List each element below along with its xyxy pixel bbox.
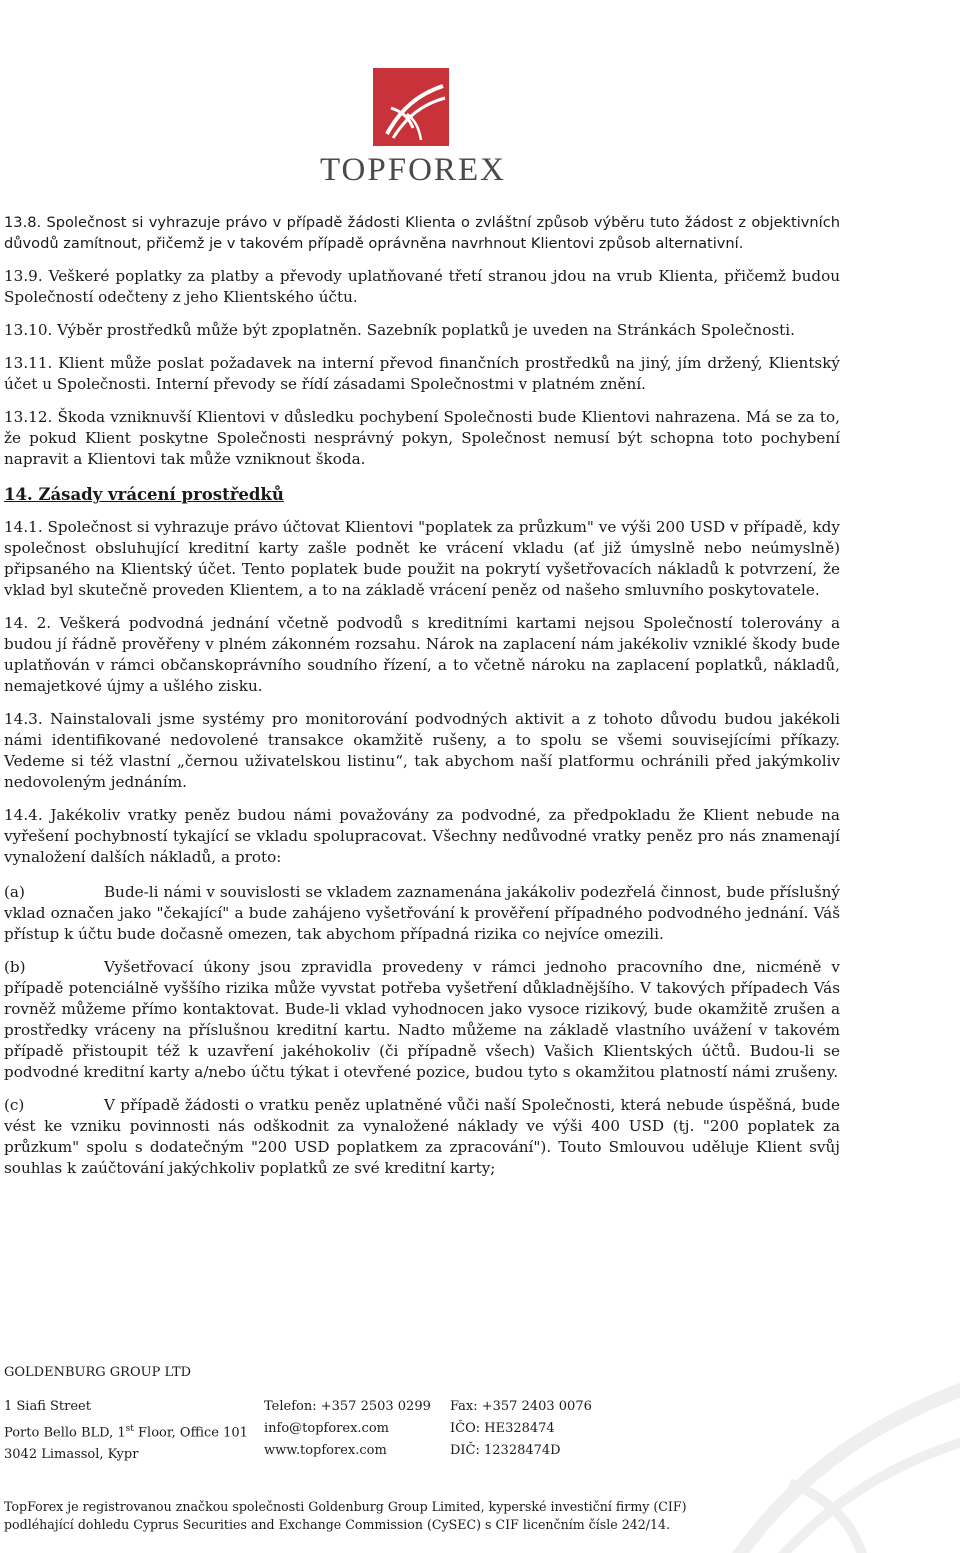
address-line-part: Porto Bello BLD, 1 xyxy=(4,1425,126,1441)
footer-dic: DIČ: 12328474D xyxy=(450,1443,561,1458)
document-body xyxy=(4,212,840,1179)
footer-registration xyxy=(450,1396,650,1466)
clause-14-3: 14.3. Nainstalovali jsme systémy pro monitorování podvodných aktivit a z tohoto důvodu budou jakékoli námi identifikované nedovolené transakce okamžitě rušeny, a to spolu se všemi souvisejícími příkazy. Vedeme si též vlastní „černou uživatelskou listinu“, tak abychom naší platformu ochránili před jakýmkoliv nedovoleným jednáním. xyxy=(4,710,840,791)
section-14-heading: 14. Zásady vrácení prostředků xyxy=(4,485,284,504)
list-item xyxy=(4,1095,840,1179)
footer-phone: Telefon: +357 2503 0299 xyxy=(264,1399,431,1414)
clause-14-1: 14.1. Společnost si vyhrazuje právo účtovat Klientovi "poplatek za průzkum" ve výši 200 USD v případě, kdy společnost obsluhující kreditní karty zašle podnět ke vrácení vkladu (ať již úmyslně nebo neúmyslně) připsaného na Klientský účet. Tento poplatek bude použit na pokrytí vyšetřovacích nákladů k potvrzení, že vklad byl skutečně proveden Klientem, a to na základě vrácení peněz od našeho smluvního poskytovatele. xyxy=(4,518,840,599)
clause-13-10: 13.10. Výběr prostředků může být zpoplatněn. Sazebník poplatků je uveden na Stránkách Společnosti. xyxy=(4,321,795,339)
list-item-mark: (a) xyxy=(4,883,25,901)
note-line: TopForex je registrovanou značkou společnosti Goldenburg Group Limited, kyperské investiční firmy (CIF) xyxy=(4,1499,687,1514)
brand-name: TOPFOREX xyxy=(320,152,506,188)
clause-13-12: 13.12. Škoda vzniknuvší Klientovi v důsledku pochybení Společnosti bude Klientovi nahrazena. Má se za to, že pokud Klient poskytne Společnosti nesprávný pokyn, Společnost nemusí být schopna toto pochybení napravit a Klientovi tak může vzniknout škoda. xyxy=(4,408,840,468)
list-item xyxy=(4,882,840,945)
clause-13-11: 13.11. Klient může poslat požadavek na interní převod finančních prostředků na jiný, jím držený, Klientský účet u Společnosti. Interní převody se řídí zásadami Společnostmi v platném znění. xyxy=(4,354,840,393)
list-item-mark: (b) xyxy=(4,958,26,976)
watermark-emblem-icon xyxy=(700,1333,960,1553)
footer-contact xyxy=(264,1396,450,1466)
topforex-logo xyxy=(320,68,506,189)
address-line: 1 Siafi Street xyxy=(4,1399,91,1414)
footer-company: GOLDENBURG GROUP LTD xyxy=(4,1365,192,1380)
footer-fax: Fax: +357 2403 0076 xyxy=(450,1399,592,1414)
footer-ico: IČO: HE328474 xyxy=(450,1421,555,1436)
clause-14-4: 14.4. Jakékoliv vratky peněz budou námi považovány za podvodné, za předpokladu že Klient nebude na vyřešení pochybností tykající se vkladu spolupracovat. Všechny nedůvodné vratky peněz pro nás znamenají vynaložení dalších nákladů, a proto: xyxy=(4,806,840,866)
list-item-text: V případě žádosti o vratku peněz uplatněné vůči naší Společnosti, která nebude úspěšná, bude vést ke vzniku povinnosti nás odškodnit za vynaložené náklady ve výši 400 USD (tj. "200 poplatek za průzkum" spolu s dodatečným "200 USD poplatkem za zpracování"). Touto Smlouvou uděluje Klient svůj souhlas k zaúčtování jakýchkoliv poplatků ze své kreditní karty; xyxy=(4,1096,840,1177)
address-line-part: Floor, Office 101 xyxy=(133,1425,248,1441)
address-line xyxy=(4,1418,264,1444)
address-line: 3042 Limassol, Kypr xyxy=(4,1447,139,1463)
clause-13-8: 13.8. Společnost si vyhrazuje právo v případě žádosti Klienta o zvláštní způsob výběru tuto žádost z objektivních důvodů zamítnout, přičemž je v takovém případě oprávněna navrhnout Klientovi způsob alternativní. xyxy=(4,214,840,252)
list-item xyxy=(4,957,840,1083)
footer-address xyxy=(4,1396,264,1466)
clause-14-2: 14. 2. Veškerá podvodná jednání včetně podvodů s kreditními kartami nejsou Společností tolerovány a budou jí řádně prověřeny v plném zákonném rozsahu. Nárok na zaplacení nám jakékoliv vzniklé škody bude uplatňován v rámci občanskoprávního soudního řízení, a to včetně nároku na zaplacení poplatků, nákladů, nemajetkové újmy a ušlého zisku. xyxy=(4,614,840,695)
note-line: podléhající dohledu Cyprus Securities and Exchange Commission (CySEC) s CIF licenčním čísle 242/14. xyxy=(4,1517,671,1532)
footer-regulatory-note xyxy=(4,1498,704,1534)
footer-web-link[interactable]: www.topforex.com xyxy=(264,1443,387,1458)
page-footer xyxy=(4,1362,704,1532)
footer-email-link[interactable]: info@topforex.com xyxy=(264,1421,389,1436)
clause-14-4-list xyxy=(4,882,840,1179)
list-item-text: Vyšetřovací úkony jsou zpravidla provedeny v rámci jednoho pracovního dne, nicméně v případě potenciálně vyššího rizika může vyvstat potřeba vyšetření důkladnějšího. V takových případech Vás rovněž můžeme přímo kontaktovat. Bude-li vklad vyhodnocen jako vysoce rizikový, bude okamžitě zrušen a prostředky vráceny na příslušnou kreditní kartu. Nadto můžeme na základě vlastního uvážení v takovém případě přistoupit též k uzavření jakéhokoliv (či případně všech) Vašich Klientských účtů. Budou-li se podvodné kreditní karty a/nebo účtu týkat i otevřené pozice, budou tyto s okamžitou platností námi zrušeny. xyxy=(4,958,840,1081)
address-line-sup: st xyxy=(125,1424,134,1434)
list-item-text: Bude-li námi v souvislosti se vkladem zaznamenána jakákoliv podezřelá činnost, bude příslušný vklad označen jako "čekající" a bude zahájeno vyšetřování k prověření případného podvodného jednání. Váš přístup k účtu bude dočasně omezen, tak abychom případná rizika co nejvíce omezili. xyxy=(4,883,840,943)
list-item-mark: (c) xyxy=(4,1096,25,1114)
topforex-emblem-icon xyxy=(373,68,449,146)
clause-13-9: 13.9. Veškeré poplatky za platby a převody uplatňované třetí stranou jdou na vrub Klienta, přičemž budou Společností odečteny z jeho Klientského účtu. xyxy=(4,267,840,306)
